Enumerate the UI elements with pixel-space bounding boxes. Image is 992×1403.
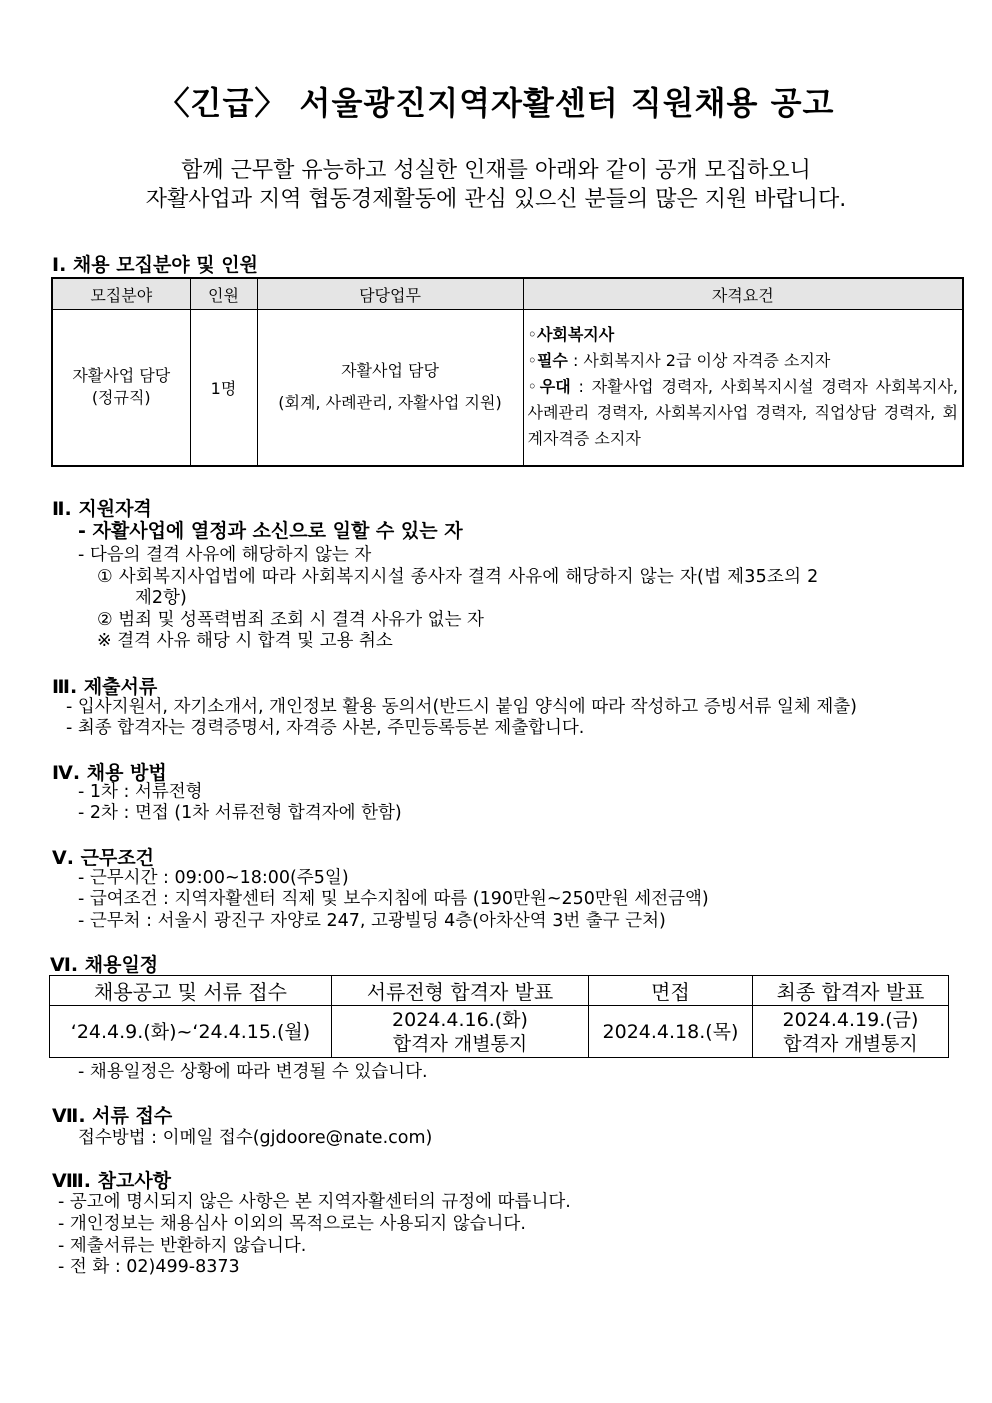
headcount: 1명 (190, 310, 257, 466)
qualification-item: ② 범죄 및 성폭력범죄 조회 시 결격 사유가 없는 자 (97, 610, 484, 630)
intro-line-1: 함께 근무할 유능하고 성실한 인재를 아래와 같이 공개 모집하오니 (181, 158, 811, 183)
section-title: 서류 접수 (92, 1105, 173, 1127)
recruit-field-cell (52, 310, 190, 466)
schedule-table (49, 975, 949, 1058)
document-item: - 입사지원서, 자기소개서, 개인정보 활용 동의서(반드시 붙임 양식에 따라 작성하고 증빙서류 일체 제출) (66, 697, 857, 717)
section-title: 참고사항 (97, 1170, 172, 1192)
column-header: 모집분야 (52, 278, 190, 310)
qualification-item: ① 사회복지사업법에 따라 사회복지시설 종사자 결격 사유에 해당하지 않는 자(법 제35조의 2 (97, 567, 819, 587)
condition-item: - 근무시간 : 09:00~18:00(주5일) (78, 868, 349, 888)
column-header: 서류전형 합격자 발표 (332, 976, 589, 1006)
qualification-line (528, 322, 959, 348)
table-row (50, 1006, 949, 1058)
intro-line-2: 자활사업과 지역 협동경제활동에 관심 있으신 분들의 많은 지원 바랍니다. (145, 187, 847, 212)
interview-date: 2024.4.18.(목) (589, 1006, 753, 1058)
table-header-row (52, 278, 963, 310)
screening-result-cell (332, 1006, 589, 1058)
note-item: - 개인정보는 채용심사 이외의 목적으로는 사용되지 않습니다. (58, 1214, 526, 1234)
note-item: - 제출서류는 반환하지 않습니다. (58, 1236, 307, 1256)
section-6-heading (50, 950, 158, 977)
bullet-mark: ◦ (527, 325, 537, 345)
method-item: - 2차 : 면접 (1차 서류전형 합격자에 한함) (78, 803, 402, 823)
note-item: - 공고에 명시되지 않은 사항은 본 지역자활센터의 규정에 따릅니다. (58, 1192, 571, 1212)
column-header: 담당업무 (257, 278, 523, 310)
qualification-label: 사회복지사 (536, 325, 615, 345)
employment-type: (정규직) (91, 388, 151, 408)
section-title: 제출서류 (83, 676, 158, 698)
method-item: - 1차 : 서류전형 (78, 782, 203, 802)
section-number: Ⅶ. (52, 1105, 86, 1127)
section-title: 채용 방법 (86, 762, 167, 784)
condition-item: - 근무처 : 서울시 광진구 자양로 247, 고광빌딩 4층(아차산역 3번 출구 근처) (78, 911, 666, 931)
final-result-cell (753, 1006, 949, 1058)
phone-number: - 전 화 : 02)499-8373 (58, 1257, 240, 1277)
recruit-field: 자활사업 담당 (72, 366, 171, 386)
bullet-mark: ◦ (527, 351, 537, 371)
column-header: 자격요건 (523, 278, 963, 310)
required-text: : 사회복지사 2급 이상 자격증 소지자 (567, 351, 831, 371)
qualification-item: ※ 결격 사유 해당 시 합격 및 고용 취소 (97, 631, 393, 651)
document-item: - 최종 합격자는 경력증명서, 자격증 사본, 주민등록등본 제출합니다. (66, 718, 585, 738)
qualification-line (528, 374, 959, 452)
duty-title: 자활사업 담당 (341, 361, 439, 381)
condition-item: - 급여조건 : 지역자활센터 직제 및 보수지침에 따름 (190만원~250만원 세전금액) (78, 889, 709, 909)
preferred-text: : 자활사업 경력자, 사회복지시설 경력자 사회복지사, 사례관리 경력자, 사회복지사업 경력자, 직업상담 경력자, 회계자격증 소지자 (527, 377, 959, 449)
screening-notice: 합격자 개별통지 (392, 1032, 528, 1055)
preferred-label: 우대 (539, 377, 571, 397)
duty-cell (257, 310, 523, 466)
column-header: 면접 (589, 976, 753, 1006)
qualification-item: - 다음의 결격 사유에 해당하지 않는 자 (78, 545, 372, 565)
section-number: Ⅱ. (52, 498, 72, 520)
final-notice: 합격자 개별통지 (783, 1032, 918, 1055)
bullet-mark: ◦ (527, 377, 540, 397)
column-header: 인원 (190, 278, 257, 310)
schedule-note: - 채용일정은 상황에 따라 변경될 수 있습니다. (78, 1062, 428, 1082)
application-period: ‘24.4.9.(화)~‘24.4.15.(월) (50, 1006, 332, 1058)
qualification-item: 제2항) (135, 588, 187, 608)
submission-method: 접수방법 : 이메일 접수(gjdoore@nate.com) (78, 1128, 433, 1148)
duty-detail: (회계, 사례관리, 자활사업 지원) (278, 393, 502, 413)
final-date: 2024.4.19.(금) (782, 1008, 919, 1031)
section-number: Ⅳ. (52, 762, 81, 784)
table-header-row (50, 976, 949, 1006)
recruitment-table (51, 277, 964, 467)
section-number: Ⅰ. (52, 254, 67, 276)
section-1-heading (52, 250, 258, 277)
required-label: 필수 (536, 351, 568, 371)
section-number: Ⅴ. (52, 847, 74, 869)
qualification-line (528, 348, 959, 374)
table-row (52, 310, 963, 466)
section-title: 채용 모집분야 및 인원 (72, 254, 258, 276)
page-title: 〈긴급〉 서울광진지역자활센터 직원채용 공고 (157, 84, 835, 122)
section-number: Ⅲ. (52, 676, 78, 698)
column-header: 최종 합격자 발표 (753, 976, 949, 1006)
section-title: 지원자격 (78, 498, 152, 520)
section-title: 근무조건 (80, 847, 154, 869)
section-number: Ⅷ. (52, 1170, 91, 1192)
qualification-cell (523, 310, 963, 466)
column-header: 채용공고 및 서류 접수 (50, 976, 332, 1006)
qualification-item: - 자활사업에 열정과 소신으로 일할 수 있는 자 (78, 520, 463, 542)
screening-date: 2024.4.16.(화) (392, 1008, 528, 1031)
section-number: Ⅵ. (50, 954, 79, 976)
section-title: 채용일정 (84, 954, 159, 976)
